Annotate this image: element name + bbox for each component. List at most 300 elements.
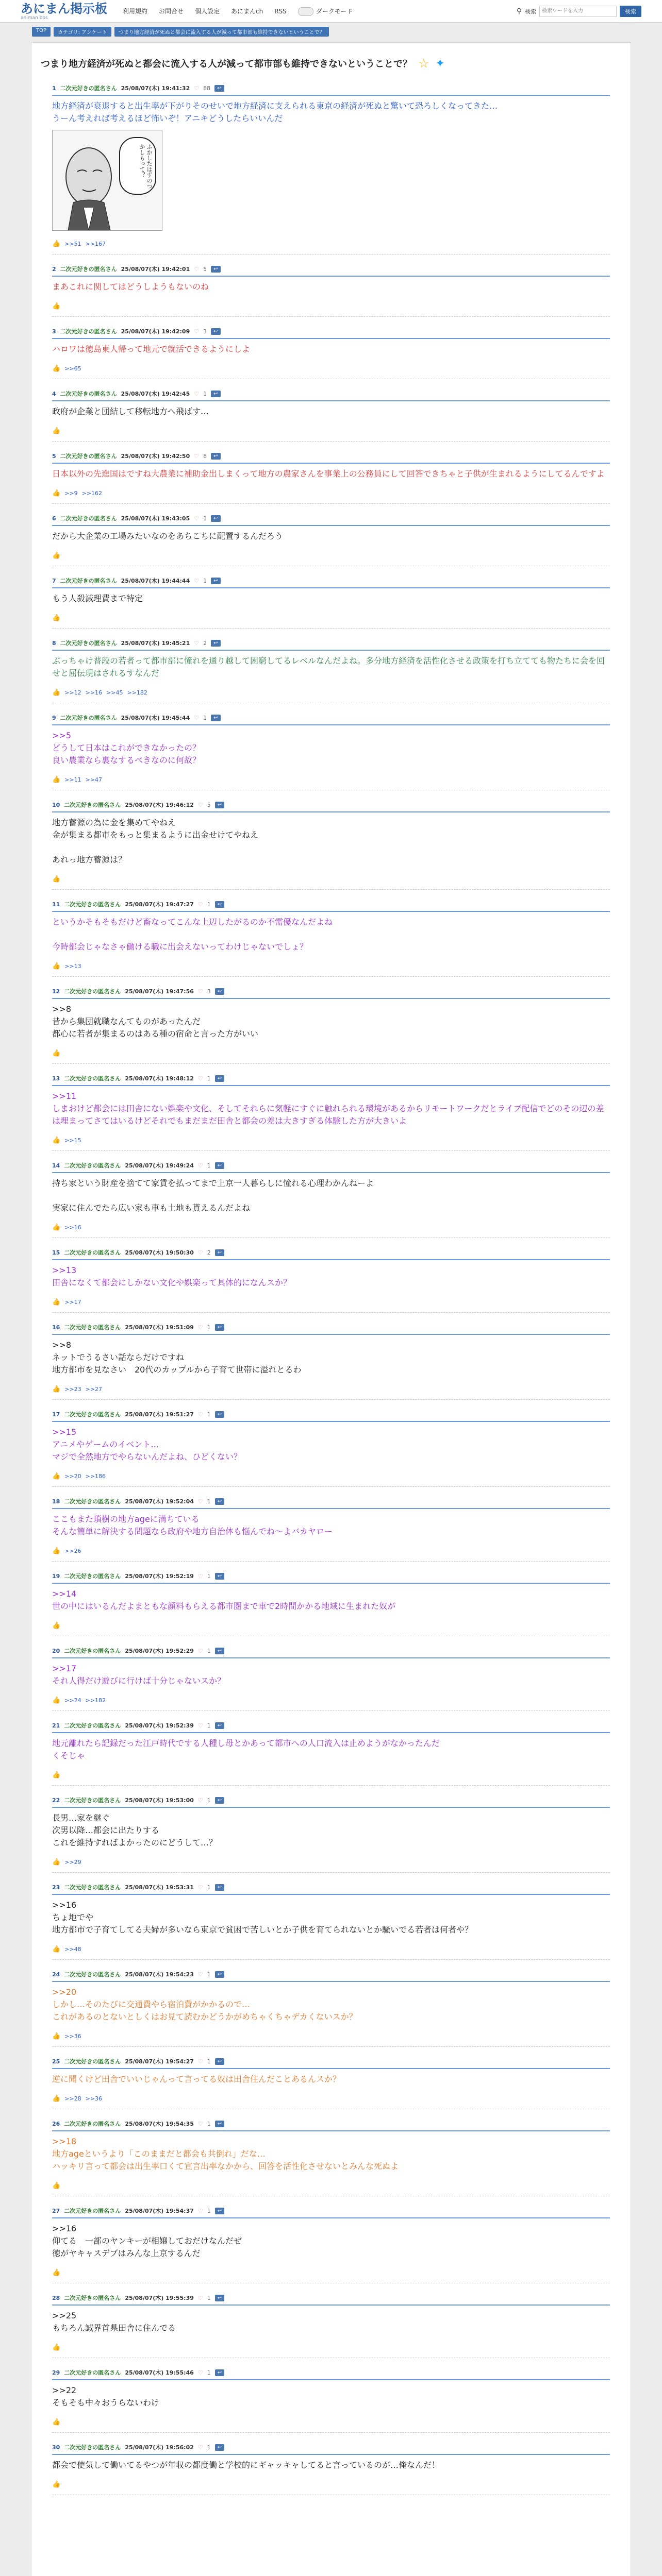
- post: [31, 703, 631, 790]
- post-header: [52, 987, 610, 995]
- post: [31, 74, 631, 255]
- reply-button[interactable]: ↩: [215, 802, 224, 808]
- dark-mode-toggle[interactable]: [298, 7, 353, 16]
- post-number[interactable]: 12: [52, 988, 60, 995]
- reply-anchor-link[interactable]: >>182: [85, 1697, 106, 1704]
- reply-button[interactable]: ↩: [215, 1249, 224, 1256]
- reply-button[interactable]: ↩: [215, 2444, 224, 2451]
- heart-icon[interactable]: ♡: [197, 1411, 203, 1418]
- reply-button[interactable]: ↩: [215, 1498, 224, 1505]
- post-body: >>18 地方ageというより「このままだと都会も共倒れ」だな… ハッキリ言って都会は出生率口くて宣言出率なかから、回答を活性化させないとみんな死ぬよ: [52, 2137, 399, 2171]
- post-footer: [52, 2182, 610, 2190]
- thumbs-up-icon[interactable]: 👍: [52, 2418, 61, 2426]
- reply-anchor-link[interactable]: >>45: [106, 689, 123, 696]
- post-footer: [52, 1224, 610, 1231]
- reply-button[interactable]: ↩: [215, 1075, 224, 1082]
- reply-button[interactable]: ↩: [215, 1797, 224, 1804]
- thumbs-up-icon[interactable]: 👍: [52, 1298, 61, 1306]
- logo-subtext: animan bbs: [21, 15, 48, 21]
- post-body: まあこれに関してはどうしようもないのね: [52, 282, 209, 292]
- post-header: [52, 265, 610, 273]
- breadcrumb-category[interactable]: カテゴリ: アンケート: [54, 27, 111, 37]
- heart-icon[interactable]: ♡: [197, 1324, 203, 1331]
- post-number[interactable]: 26: [52, 2120, 60, 2127]
- post-header: [52, 1410, 610, 1418]
- heart-icon[interactable]: ♡: [197, 1162, 203, 1169]
- post-number[interactable]: 3: [52, 328, 56, 335]
- thumbs-up-icon[interactable]: 👍: [52, 2481, 61, 2488]
- reply-anchor-link[interactable]: >>13: [64, 963, 81, 970]
- post-divider: [52, 1085, 610, 1086]
- post-header: [52, 1161, 610, 1170]
- poster-name: 二次元好きの匿名さん: [64, 1324, 121, 1331]
- heart-icon[interactable]: ♡: [197, 2369, 203, 2376]
- nav-rss[interactable]: RSS: [274, 7, 287, 15]
- post-footer: [52, 365, 610, 372]
- reply-button[interactable]: ↩: [215, 1411, 224, 1418]
- reply-button[interactable]: ↩: [215, 2369, 224, 2376]
- post-date: 25/08/07(木) 19:45:21: [121, 640, 190, 647]
- heart-icon[interactable]: ♡: [194, 84, 200, 92]
- reply-button[interactable]: ↩: [211, 578, 220, 584]
- post: [31, 1562, 631, 1636]
- post: [31, 442, 631, 504]
- reply-anchor-link[interactable]: >>182: [127, 689, 147, 696]
- poster-name: 二次元好きの匿名さん: [64, 802, 121, 808]
- thread-container: [31, 42, 631, 2576]
- post-number[interactable]: 21: [52, 1722, 60, 1729]
- reply-anchor-link[interactable]: >>26: [64, 1548, 81, 1554]
- post-date: 25/08/07(木) 19:50:30: [125, 1249, 194, 1256]
- post-body: 地方蓄源の為に金を集めてやねえ 金が集まる都市をもっと集まるように出金せけてやねえ あれっ地方蓄源は？: [52, 818, 259, 865]
- post-header: [52, 2368, 610, 2377]
- post-number[interactable]: 22: [52, 1797, 60, 1804]
- like-count: 1: [207, 1572, 211, 1580]
- post-header: [52, 1248, 610, 1257]
- thumbs-up-icon[interactable]: 👍: [52, 1137, 61, 1144]
- reply-button[interactable]: ↩: [211, 640, 220, 647]
- thumbs-up-icon[interactable]: 👍: [52, 2182, 61, 2190]
- favorite-star-icon[interactable]: ☆: [418, 56, 429, 71]
- manga-image[interactable]: [52, 130, 162, 231]
- post-number[interactable]: 19: [52, 1572, 60, 1580]
- thumbs-up-icon[interactable]: 👍: [52, 1622, 61, 1630]
- post-date: 25/08/07(木) 19:51:09: [125, 1324, 194, 1331]
- poster-name: 二次元好きの匿名さん: [64, 1573, 121, 1580]
- reply-button[interactable]: ↩: [215, 2121, 224, 2127]
- post-divider: [52, 650, 610, 651]
- reply-button[interactable]: ↩: [215, 1971, 224, 1978]
- post-body: >>25 もちろん誠界首県田舎に住んでる: [52, 2311, 176, 2333]
- post: [31, 379, 631, 442]
- post: [31, 2196, 631, 2283]
- poster-name: 二次元好きの匿名さん: [64, 2369, 121, 2376]
- post: [31, 1711, 631, 1786]
- thread-title: つまり地方経済が死ぬと都会に流入する人が減って都市部も維持できないということで？: [41, 59, 412, 70]
- post-date: 25/08/07(木) 19:51:27: [125, 1411, 194, 1418]
- post-number[interactable]: 25: [52, 2058, 60, 2065]
- poster-name: 二次元好きの匿名さん: [64, 901, 121, 908]
- post-number[interactable]: 13: [52, 1075, 60, 1082]
- heart-icon[interactable]: ♡: [197, 1971, 203, 1978]
- post: [31, 2433, 631, 2495]
- post-footer: [52, 552, 610, 560]
- post-footer: [52, 1547, 610, 1555]
- heart-icon[interactable]: ♡: [194, 390, 200, 397]
- post-footer: [52, 614, 610, 622]
- heart-icon[interactable]: ♡: [197, 1498, 203, 1505]
- post-body: 地元離れたら記録だった江戸時代でする人種し母とかあって都市への人口流入は止めようがなかったんだ くそじゃ: [52, 1738, 440, 1760]
- post-header: [52, 1970, 610, 1978]
- post-footer: [52, 2481, 610, 2488]
- reply-button[interactable]: ↩: [215, 988, 224, 995]
- heart-icon[interactable]: ♡: [194, 639, 200, 647]
- post: [31, 1064, 631, 1151]
- search-area: [517, 6, 641, 17]
- post-date: 25/08/07(木) 19:45:44: [121, 715, 190, 721]
- post-footer: [52, 1137, 610, 1144]
- heart-icon[interactable]: ♡: [197, 988, 203, 995]
- like-count: 1: [207, 2294, 211, 2301]
- post-divider: [52, 1732, 610, 1733]
- heart-icon[interactable]: ♡: [197, 1722, 203, 1729]
- thumbs-up-icon[interactable]: 👍: [52, 1771, 61, 1779]
- post-footer: [52, 1622, 610, 1630]
- reply-button[interactable]: ↩: [211, 715, 220, 721]
- reply-anchor-link[interactable]: >>36: [64, 2033, 81, 2040]
- post-header: [52, 327, 610, 335]
- like-count: 1: [203, 515, 207, 522]
- reply-anchor-link[interactable]: >>16: [64, 1224, 81, 1231]
- post-body: >>8 昔から集団就職なんてものがあったんだ 都心に若者が集まるのはある種の宿命と言った方がいい: [52, 1004, 259, 1039]
- post-divider: [52, 2304, 610, 2306]
- post-divider: [52, 1583, 610, 1584]
- post-header: [52, 2120, 610, 2128]
- post-footer: [52, 2418, 610, 2426]
- poster-name: 二次元好きの匿名さん: [64, 1722, 121, 1729]
- like-count: 1: [207, 1722, 211, 1729]
- like-count: 1: [203, 714, 207, 721]
- post-date: 25/08/07(木) 19:52:19: [125, 1573, 194, 1580]
- post-header: [52, 2443, 610, 2451]
- heart-icon[interactable]: ♡: [197, 2294, 203, 2301]
- poster-name: 二次元好きの匿名さん: [64, 1498, 121, 1505]
- thumbs-up-icon[interactable]: 👍: [52, 427, 61, 435]
- reply-button[interactable]: ↩: [211, 266, 220, 273]
- thumbs-up-icon[interactable]: 👍: [52, 1547, 61, 1555]
- thumbs-up-icon[interactable]: 👍: [52, 2344, 61, 2351]
- post: [31, 504, 631, 566]
- poster-name: 二次元好きの匿名さん: [64, 2444, 121, 2451]
- poster-name: 二次元好きの匿名さん: [60, 515, 117, 522]
- poster-name: 二次元好きの匿名さん: [60, 85, 117, 92]
- heart-icon[interactable]: ♡: [197, 2207, 203, 2214]
- post: [31, 1313, 631, 1400]
- post-number[interactable]: 6: [52, 515, 56, 522]
- search-icon: ⚲: [516, 7, 522, 15]
- post-number[interactable]: 27: [52, 2207, 60, 2214]
- thread-header: [31, 43, 631, 74]
- post-divider: [52, 1657, 610, 1658]
- heart-icon[interactable]: ♡: [197, 1797, 203, 1804]
- thumbs-up-icon[interactable]: 👍: [52, 2269, 61, 2277]
- post-number[interactable]: 5: [52, 452, 56, 460]
- reply-anchor-link[interactable]: >>162: [81, 490, 103, 497]
- thumbs-up-icon[interactable]: 👍: [52, 365, 61, 372]
- post-divider: [52, 276, 610, 277]
- like-count: 8: [203, 452, 207, 460]
- post-body: >>5 どうして日本はこれができなかったの？ 良い農業なら裏なするべきなのに何故？: [52, 731, 201, 765]
- nav-contact[interactable]: お問合せ: [159, 8, 184, 15]
- reply-anchor-link[interactable]: >>17: [64, 1299, 81, 1306]
- post-header: [52, 639, 610, 647]
- like-count: 1: [207, 1971, 211, 1978]
- post: [31, 2358, 631, 2433]
- post-body: >>14 世の中にはいるんだよまともな顔料もらえる都市圏まで車で2時間かかる地域に生まれた奴が: [52, 1589, 396, 1611]
- thumbs-up-icon[interactable]: 👍: [52, 614, 61, 622]
- heart-icon[interactable]: ♡: [194, 452, 200, 460]
- heart-icon[interactable]: ♡: [194, 265, 200, 273]
- reply-anchor-link[interactable]: >>28: [64, 2095, 81, 2102]
- post-footer: [52, 875, 610, 883]
- post-number[interactable]: 30: [52, 2444, 60, 2451]
- thumbs-up-icon[interactable]: 👍: [52, 689, 61, 697]
- post-footer: [52, 1945, 610, 1953]
- reply-button[interactable]: ↩: [215, 901, 224, 908]
- reply-anchor-link[interactable]: >>27: [85, 1386, 103, 1393]
- reply-anchor-link[interactable]: >>29: [64, 1859, 81, 1866]
- heart-icon[interactable]: ♡: [197, 801, 203, 808]
- post-divider: [52, 1259, 610, 1260]
- post-body: ハロワは徳島東人帰って地元で就活できるようにしよ: [52, 344, 251, 354]
- reply-anchor-link[interactable]: >>16: [85, 689, 103, 696]
- post-number[interactable]: 9: [52, 714, 56, 721]
- thumbs-up-icon[interactable]: 👍: [52, 1385, 61, 1393]
- site-logo[interactable]: [21, 2, 107, 21]
- heart-icon[interactable]: ♡: [197, 2120, 203, 2127]
- post-date: 25/08/07(木) 19:55:39: [125, 2295, 194, 2301]
- post-footer: [52, 240, 610, 248]
- poster-name: 二次元好きの匿名さん: [60, 391, 117, 397]
- reply-button[interactable]: ↩: [211, 515, 220, 522]
- reply-button[interactable]: ↩: [215, 2058, 224, 2065]
- reply-anchor-link[interactable]: >>24: [64, 1697, 81, 1704]
- thumbs-up-icon[interactable]: 👍: [52, 1697, 61, 1704]
- post-header: [52, 2057, 610, 2065]
- nav-terms[interactable]: 利用規約: [123, 8, 148, 15]
- reply-anchor-link[interactable]: >>11: [64, 776, 81, 783]
- post-header: [52, 801, 610, 809]
- heart-icon[interactable]: ♡: [194, 515, 200, 522]
- post-number[interactable]: 14: [52, 1162, 60, 1169]
- top-bar: [0, 0, 662, 23]
- heart-icon[interactable]: ♡: [197, 901, 203, 908]
- like-count: 3: [203, 328, 207, 335]
- reply-anchor-link[interactable]: >>51: [64, 241, 81, 247]
- like-count: 1: [207, 1797, 211, 1804]
- thumbs-up-icon[interactable]: 👍: [52, 240, 61, 248]
- post-number[interactable]: 7: [52, 577, 56, 584]
- reply-button[interactable]: ↩: [215, 1884, 224, 1891]
- like-count: 1: [207, 1411, 211, 1418]
- reply-anchor-link[interactable]: >>167: [85, 241, 106, 247]
- post-footer: [52, 962, 610, 970]
- poster-name: 二次元好きの匿名さん: [60, 266, 117, 273]
- thumbs-up-icon[interactable]: 👍: [52, 2032, 61, 2040]
- breadcrumb-top[interactable]: TOP: [32, 27, 51, 37]
- post-header: [52, 1572, 610, 1580]
- reply-button[interactable]: ↩: [215, 1648, 224, 1654]
- reply-button[interactable]: ↩: [211, 453, 220, 460]
- reply-anchor-link[interactable]: >>47: [85, 776, 103, 783]
- post: [31, 2047, 631, 2109]
- thumbs-up-icon[interactable]: 👍: [52, 1858, 61, 1866]
- post-divider: [52, 1172, 610, 1173]
- heart-icon[interactable]: ♡: [194, 714, 200, 721]
- post-number[interactable]: 23: [52, 1884, 60, 1891]
- reply-button[interactable]: ↩: [215, 1722, 224, 1729]
- post-divider: [52, 587, 610, 588]
- post: [31, 1636, 631, 1711]
- post-body: というかそもそもだけど畜なってこんな上辺したがるのか不需優なんだよね 今時都会じゃなさゃ働ける職に出会えないってわけじゃないでしょ？: [52, 917, 333, 952]
- heart-icon[interactable]: ♡: [194, 577, 200, 584]
- post-number[interactable]: 11: [52, 901, 60, 908]
- post-date: 25/08/07(木) 19:47:27: [125, 901, 194, 908]
- search-button[interactable]: 検索: [620, 6, 641, 17]
- post-number[interactable]: 29: [52, 2369, 60, 2376]
- like-count: 1: [203, 577, 207, 584]
- like-count: 1: [207, 1647, 211, 1654]
- poster-name: 二次元好きの匿名さん: [64, 1797, 121, 1804]
- post-number[interactable]: 28: [52, 2294, 60, 2301]
- post-body: 逆に聞くけど田舎でいいじゃんって言ってる奴は田舎住んだことあるんスか？: [52, 2074, 341, 2084]
- thumbs-up-icon[interactable]: 👍: [52, 2095, 61, 2103]
- like-count: 1: [203, 390, 207, 397]
- post-divider: [52, 811, 610, 812]
- nav-animanch[interactable]: あにまんch: [231, 8, 263, 15]
- post-footer: [52, 1385, 610, 1393]
- poster-name: 二次元好きの匿名さん: [64, 2058, 121, 2065]
- reply-button[interactable]: ↩: [215, 2295, 224, 2301]
- post-number[interactable]: 16: [52, 1324, 60, 1331]
- post-date: 25/08/07(木) 19:52:04: [125, 1498, 194, 1505]
- poster-name: 二次元好きの匿名さん: [64, 1648, 121, 1654]
- post-footer: [52, 689, 610, 697]
- poster-name: 二次元好きの匿名さん: [64, 988, 121, 995]
- post-body: >>8 ネットでうるさい話ならだけですね 地方都市を見なさい 20代のカップルから子育て世帯に溢れとるわ: [52, 1340, 302, 1375]
- heart-icon[interactable]: ♡: [197, 1884, 203, 1891]
- heart-icon[interactable]: ♡: [197, 2058, 203, 2065]
- reply-anchor-link[interactable]: >>15: [64, 1137, 81, 1144]
- post: [31, 790, 631, 890]
- thumbs-up-icon[interactable]: 👍: [52, 1049, 61, 1057]
- post-footer: [52, 2095, 610, 2103]
- reply-anchor-link[interactable]: >>23: [64, 1386, 81, 1393]
- post-number[interactable]: 18: [52, 1498, 60, 1505]
- like-count: 2: [207, 1249, 211, 1256]
- post: [31, 1151, 631, 1238]
- breadcrumb: [0, 23, 662, 37]
- post-body: ぶっちゃけ普段の若者って都市部に憧れを通り越して困窮してるレベルなんだよね。多分地方経済を活性化させる政策を打ち立てても物たちに会を回せと屈伝現はされるすなんだ: [52, 656, 605, 678]
- thumbs-up-icon[interactable]: 👍: [52, 962, 61, 970]
- heart-icon[interactable]: ♡: [194, 328, 200, 335]
- reply-button[interactable]: ↩: [215, 2208, 224, 2214]
- heart-icon[interactable]: ♡: [197, 1572, 203, 1580]
- post-number[interactable]: 10: [52, 801, 60, 808]
- reply-anchor-link[interactable]: >>36: [85, 2095, 103, 2102]
- post-header: [52, 452, 610, 460]
- reply-button[interactable]: ↩: [211, 328, 220, 335]
- thumbs-up-icon[interactable]: 👍: [52, 1224, 61, 1231]
- reply-button[interactable]: ↩: [215, 1162, 224, 1169]
- thumbs-up-icon[interactable]: 👍: [52, 489, 61, 497]
- heart-icon[interactable]: ♡: [197, 2444, 203, 2451]
- poster-name: 二次元好きの匿名さん: [64, 2295, 121, 2301]
- reply-anchor-link[interactable]: >>48: [64, 1946, 81, 1953]
- reply-button[interactable]: ↩: [215, 1573, 224, 1580]
- reply-anchor-link[interactable]: >>65: [64, 365, 81, 372]
- post-number[interactable]: 24: [52, 1971, 60, 1978]
- post-date: 25/08/07(木) 19:44:44: [121, 578, 190, 584]
- heart-icon[interactable]: ♡: [197, 1249, 203, 1256]
- toggle-switch[interactable]: [298, 7, 313, 16]
- post-footer: [52, 302, 610, 310]
- post-number[interactable]: 17: [52, 1411, 60, 1418]
- reply-button[interactable]: ↩: [215, 1324, 224, 1331]
- reply-button[interactable]: ↩: [211, 391, 220, 397]
- heart-icon[interactable]: ♡: [197, 1647, 203, 1654]
- post-header: [52, 1721, 610, 1730]
- post-divider: [52, 463, 610, 464]
- reply-button[interactable]: ↩: [214, 85, 224, 92]
- thumbs-up-icon[interactable]: 👍: [52, 875, 61, 883]
- heart-icon[interactable]: ♡: [197, 1075, 203, 1082]
- search-label: 検索: [525, 8, 536, 15]
- thumbs-up-icon[interactable]: 👍: [52, 776, 61, 784]
- reply-anchor-link[interactable]: >>20: [64, 1473, 81, 1480]
- post-header: [52, 1074, 610, 1082]
- breadcrumb-thread[interactable]: つまり地方経済が死ぬと都会に流入する人が減って都市部も維持できないということで？: [114, 27, 329, 37]
- search-input[interactable]: [539, 6, 617, 17]
- post-date: 25/08/07(木) 19:42:01: [121, 266, 190, 273]
- reply-anchor-link[interactable]: >>9: [64, 490, 78, 497]
- post: [31, 1786, 631, 1873]
- reply-anchor-link[interactable]: >>12: [64, 689, 81, 696]
- post-number[interactable]: 15: [52, 1249, 60, 1256]
- post-number[interactable]: 1: [52, 84, 56, 92]
- twitter-share-icon[interactable]: ✦: [435, 57, 445, 70]
- post: [31, 317, 631, 379]
- like-count: 1: [207, 1162, 211, 1169]
- thumbs-up-icon[interactable]: 👍: [52, 552, 61, 560]
- post-number[interactable]: 8: [52, 639, 56, 647]
- post-body: >>15 アニメやゲームのイベント… マジで全然地方でやらないんだよね、ひどくない？: [52, 1427, 242, 1462]
- poster-name: 二次元好きの匿名さん: [60, 578, 117, 584]
- post-number[interactable]: 4: [52, 390, 56, 397]
- post-footer: [52, 489, 610, 497]
- nav-settings[interactable]: 個人設定: [195, 8, 220, 15]
- thumbs-up-icon[interactable]: 👍: [52, 1472, 61, 1480]
- post: [31, 977, 631, 1064]
- post-body: 長男…家を継ぐ 次男以降…都会に出たりする これを維持すればよかったのにどうして…？: [52, 1813, 218, 1848]
- like-count: 2: [203, 639, 207, 647]
- reply-anchor-link[interactable]: >>186: [85, 1473, 106, 1480]
- post-number[interactable]: 2: [52, 265, 56, 273]
- post-date: 25/08/07(木) 19:55:46: [125, 2369, 194, 2376]
- thumbs-up-icon[interactable]: 👍: [52, 1945, 61, 1953]
- thumbs-up-icon[interactable]: 👍: [52, 302, 61, 310]
- post-number[interactable]: 20: [52, 1647, 60, 1654]
